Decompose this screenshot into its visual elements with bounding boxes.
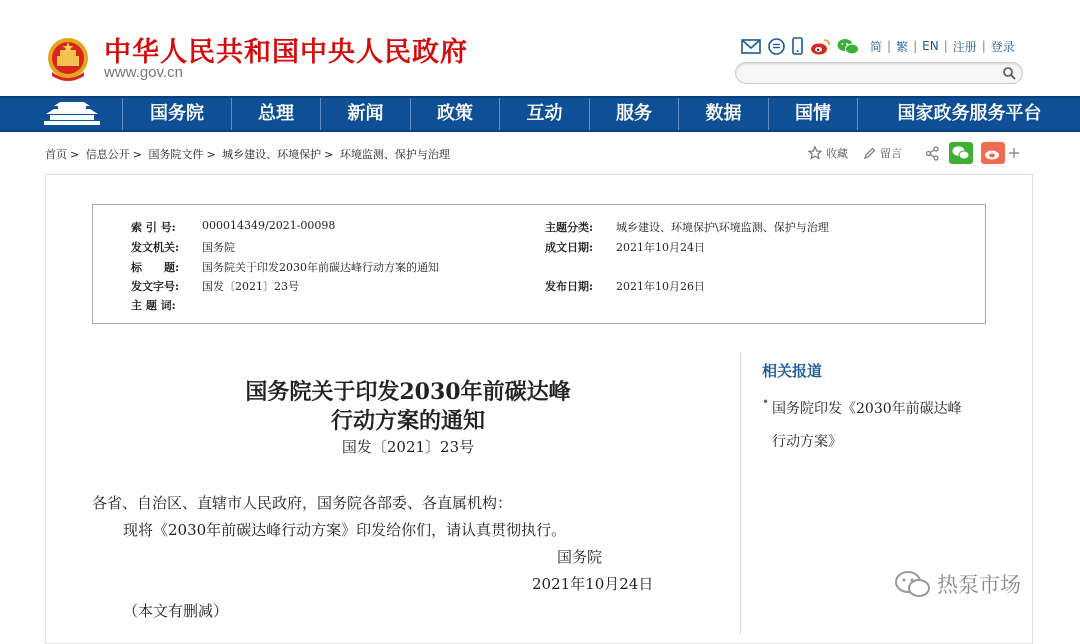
breadcrumb-urban-environment[interactable]: 城乡建设、环境保护 <box>222 148 322 161</box>
lang-simplified-link[interactable]: 简 <box>870 39 883 54</box>
document-number-value: 国发〔2021〕23号 <box>202 280 299 293</box>
breadcrumb-separator: > <box>324 148 334 161</box>
share-icon[interactable] <box>925 146 940 161</box>
title-value: 国务院关于印发2030年前碳达峰行动方案的通知 <box>202 261 439 274</box>
login-link[interactable]: 登录 <box>990 39 1015 54</box>
favorite-button[interactable] <box>808 145 848 161</box>
nav-item-policy[interactable]: 政策 <box>410 98 499 130</box>
signing-date-text: 2021年10月24日 <box>532 575 654 593</box>
site-header <box>0 0 1080 96</box>
national-emblem-icon[interactable] <box>46 36 90 82</box>
divider: | <box>943 39 948 53</box>
search-icon[interactable] <box>1002 66 1016 80</box>
favorite-label: 收藏 <box>826 147 848 160</box>
document-title-line-2: 行动方案的通知 <box>330 408 485 434</box>
breadcrumb-info-disclosure[interactable]: 信息公开 <box>85 148 130 161</box>
related-report-line-2: 行动方案》 <box>772 434 842 450</box>
header-tools <box>741 36 1015 56</box>
publish-date-label: 发布日期: <box>545 280 594 293</box>
keywords-label: 主 题 词: <box>131 299 176 312</box>
lang-traditional-link[interactable]: 繁 <box>896 39 909 54</box>
document-number-label: 发文字号: <box>131 280 180 293</box>
abridged-note: （本文有删减） <box>123 602 229 620</box>
register-link[interactable]: 注册 <box>952 39 977 54</box>
nav-item-national-info[interactable]: 国情 <box>768 98 857 130</box>
divider: | <box>913 39 918 53</box>
divider: | <box>981 39 986 53</box>
publish-date-value: 2021年10月26日 <box>616 280 705 293</box>
title-label: 标 题: <box>131 261 180 274</box>
sidebar-divider <box>740 352 741 634</box>
breadcrumb-home[interactable]: 首页 <box>45 148 67 161</box>
pen-icon <box>863 147 876 160</box>
site-title[interactable]: 中华人民共和国中央人民政府 <box>104 37 468 68</box>
document-title-line-1: 国务院关于印发2030年前碳达峰 <box>245 379 571 405</box>
nav-item-services[interactable]: 服务 <box>589 98 678 130</box>
weibo-share-icon[interactable] <box>981 142 1005 164</box>
index-number-label: 索 引 号: <box>131 221 176 234</box>
breadcrumb-separator: > <box>70 148 80 161</box>
related-report-line-1: 国务院印发《2030年前碳达峰 <box>772 401 962 417</box>
mail-icon[interactable] <box>741 39 761 54</box>
plus-icon[interactable] <box>1008 147 1020 159</box>
index-number-value: 000014349/2021-00098 <box>202 219 336 232</box>
message-icon[interactable] <box>768 38 785 55</box>
wechat-icon[interactable] <box>837 38 859 55</box>
category-value: 城乡建设、环境保护\环境监测、保护与治理 <box>616 221 829 234</box>
nav-item-state-council[interactable]: 国务院 <box>122 98 231 130</box>
addressee-text: 各省、自治区、直辖市人民政府，国务院各部委、各直属机构： <box>92 494 513 512</box>
related-reports-heading: 相关报道 <box>762 362 823 380</box>
issuer-value: 国务院 <box>202 241 235 254</box>
issuer-label: 发文机关: <box>131 241 180 254</box>
list-bullet: • <box>762 395 770 409</box>
breadcrumb-separator: > <box>206 148 216 161</box>
related-report-link[interactable] <box>772 393 992 459</box>
document-title <box>92 378 724 436</box>
nav-item-gov-service-platform[interactable]: 国家政务服务平台 <box>857 98 1080 130</box>
article-actions <box>808 142 1020 164</box>
document-metadata-table <box>92 204 986 324</box>
breadcrumb-env-monitoring[interactable]: 环境监测、保护与治理 <box>339 148 450 161</box>
star-icon <box>808 146 822 160</box>
mobile-icon[interactable] <box>792 37 803 55</box>
site-url[interactable]: www.gov.cn <box>104 64 183 81</box>
search-box <box>735 62 1023 84</box>
nav-item-data[interactable]: 数据 <box>678 98 768 130</box>
search-input[interactable] <box>746 64 1000 84</box>
weibo-icon[interactable] <box>810 38 830 55</box>
wechat-logo-icon <box>893 569 933 599</box>
nav-item-news[interactable]: 新闻 <box>320 98 410 130</box>
breadcrumb-state-council-docs[interactable]: 国务院文件 <box>148 148 204 161</box>
main-nav <box>0 96 1080 132</box>
written-date-label: 成文日期: <box>545 241 594 254</box>
category-label: 主题分类: <box>545 221 594 234</box>
breadcrumb-separator: > <box>132 148 142 161</box>
body-paragraph: 现将《2030年前碳达峰行动方案》印发给你们，请认真贯彻执行。 <box>123 521 567 539</box>
breadcrumb <box>45 146 453 162</box>
divider: | <box>887 39 892 53</box>
nav-item-premier[interactable]: 总理 <box>231 98 320 130</box>
wechat-share-icon[interactable] <box>949 142 973 164</box>
wechat-watermark <box>893 569 1021 599</box>
written-date-value: 2021年10月24日 <box>616 241 705 254</box>
comment-label: 留言 <box>880 147 902 160</box>
signer-text: 国务院 <box>557 548 603 566</box>
lang-english-link[interactable]: EN <box>922 39 939 53</box>
document-number: 国发〔2021〕23号 <box>341 438 475 456</box>
nav-item-interaction[interactable]: 互动 <box>499 98 589 130</box>
tiananmen-home-icon[interactable] <box>42 102 102 126</box>
watermark-text: 热泵市场 <box>937 573 1021 597</box>
comment-button[interactable] <box>863 145 902 161</box>
